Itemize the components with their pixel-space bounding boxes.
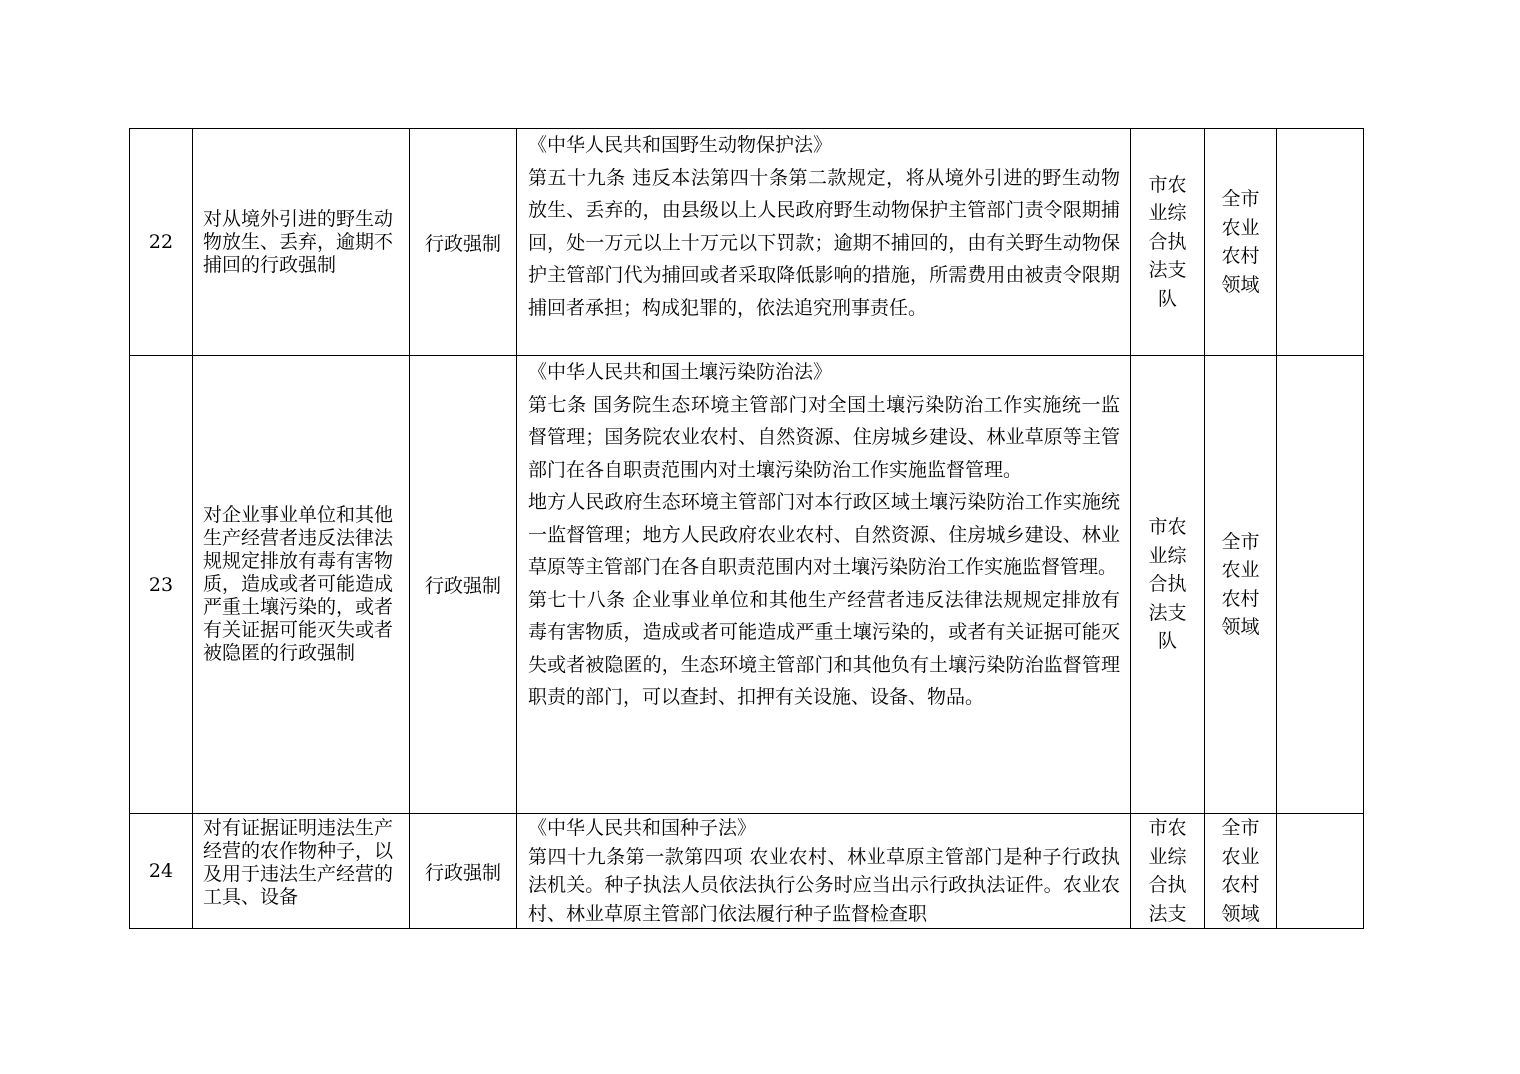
table-row bbox=[130, 356, 1364, 814]
law-title: 《中华人民共和国土壤污染防治法》 bbox=[528, 361, 833, 383]
legal-basis bbox=[517, 814, 1131, 929]
scope: 全市农业农村领域 bbox=[1205, 356, 1277, 814]
enforcement-table bbox=[129, 128, 1364, 929]
note-cell bbox=[1277, 129, 1364, 356]
item-name: 对从境外引进的野生动物放生、丢弃，逾期不捕回的行政强制 bbox=[193, 129, 410, 356]
legal-basis bbox=[517, 129, 1131, 356]
table-row bbox=[130, 129, 1364, 356]
enforcement-type: 行政强制 bbox=[410, 356, 517, 814]
enforcement-type: 行政强制 bbox=[410, 129, 517, 356]
law-article: 第七十八条 企业事业单位和其他生产经营者违反法律法规规定排放有毒有害物质，造成或者可能造成严重土壤污染的，或者有关证据可能灭失或者被隐匿的，生态环境主管部门和其他负有土壤污染防治监督管理职责的部门，可以查封、扣押有关设施、设备、物品。 bbox=[528, 588, 1120, 708]
scope: 全市农业农村领域 bbox=[1205, 129, 1277, 356]
row-number: 22 bbox=[130, 129, 193, 356]
responsible-department: 市农业综合执法支 bbox=[1131, 814, 1205, 929]
note-cell bbox=[1277, 814, 1364, 929]
responsible-department: 市农业综合执法支队 bbox=[1131, 129, 1205, 356]
table-row bbox=[130, 814, 1364, 929]
law-article: 第五十九条 违反本法第四十条第二款规定，将从境外引进的野生动物放生、丢弃的，由县级以上人民政府野生动物保护主管部门责令限期捕回，处一万元以上十万元以下罚款；逾期不捕回的，由有关野生动物保护主管部门代为捕回或者采取降低影响的措施，所需费用由被责令限期捕回者承担；构成犯罪的，依法追究刑事责任。 bbox=[528, 166, 1120, 319]
enforcement-type: 行政强制 bbox=[410, 814, 517, 929]
item-name: 对企业事业单位和其他生产经营者违反法律法规规定排放有毒有害物质，造成或者可能造成严重土壤污染的，或者有关证据可能灭失或者被隐匿的行政强制 bbox=[193, 356, 410, 814]
law-title: 《中华人民共和国种子法》 bbox=[528, 817, 757, 839]
law-article: 第七条 国务院生态环境主管部门对全国土壤污染防治工作实施统一监督管理；国务院农业农村、自然资源、住房城乡建设、林业草原等主管部门在各自职责范围内对土壤污染防治工作实施监督管理。 bbox=[528, 393, 1120, 481]
responsible-department: 市农业综合执法支队 bbox=[1131, 356, 1205, 814]
row-number: 24 bbox=[130, 814, 193, 929]
law-title: 《中华人民共和国野生动物保护法》 bbox=[528, 134, 833, 156]
law-article: 地方人民政府生态环境主管部门对本行政区域土壤污染防治工作实施统一监督管理；地方人民政府农业农村、自然资源、住房城乡建设、林业草原等主管部门在各自职责范围内对土壤污染防治工作实施监督管理。 bbox=[528, 491, 1120, 578]
row-number: 23 bbox=[130, 356, 193, 814]
item-name: 对有证据证明违法生产经营的农作物种子，以及用于违法生产经营的工具、设备 bbox=[193, 814, 410, 929]
legal-basis bbox=[517, 356, 1131, 814]
scope: 全市农业农村领域 bbox=[1205, 814, 1277, 929]
law-article: 第四十九条第一款第四项 农业农村、林业草原主管部门是种子行政执法机关。种子执法人员依法执行公务时应当出示行政执法证件。农业农村、林业草原主管部门依法履行种子监督检查职 bbox=[528, 845, 1120, 925]
note-cell bbox=[1277, 356, 1364, 814]
